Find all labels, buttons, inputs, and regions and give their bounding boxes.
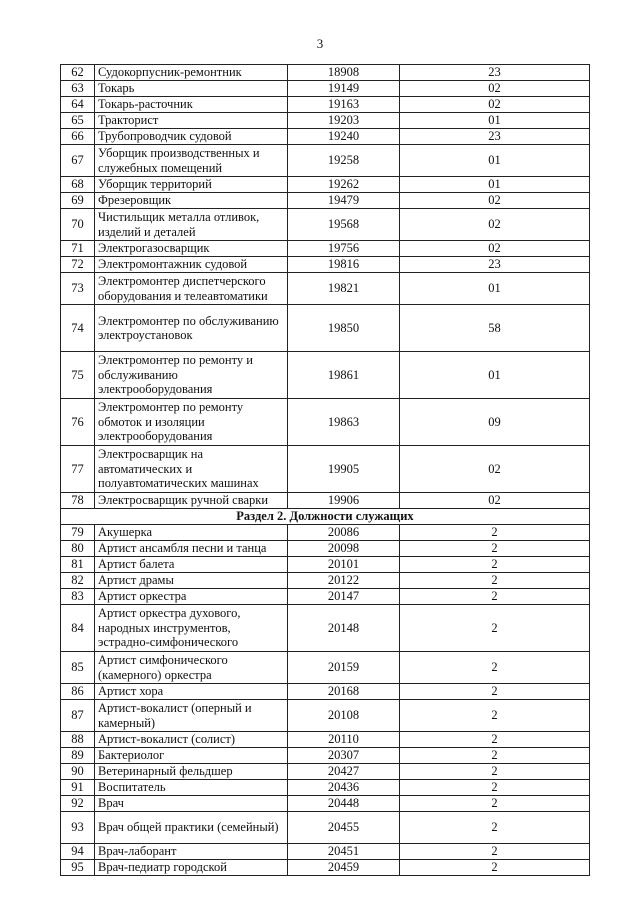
row-value: 23 <box>400 257 590 273</box>
row-number: 70 <box>61 209 95 241</box>
row-code: 19479 <box>288 193 400 209</box>
table-row <box>61 860 590 876</box>
professions-table <box>60 64 590 876</box>
row-title: Электромонтер диспетчерского оборудования и телеавтоматики <box>95 273 288 305</box>
row-number: 91 <box>61 780 95 796</box>
row-number: 76 <box>61 399 95 446</box>
row-number: 89 <box>61 748 95 764</box>
row-code: 19861 <box>288 352 400 399</box>
row-title: Артист ансамбля песни и танца <box>95 541 288 557</box>
row-code: 20148 <box>288 605 400 652</box>
row-number: 92 <box>61 796 95 812</box>
row-title: Фрезеровщик <box>95 193 288 209</box>
row-value: 2 <box>400 764 590 780</box>
row-code: 20147 <box>288 589 400 605</box>
table-row <box>61 605 590 652</box>
table-row <box>61 684 590 700</box>
row-number: 86 <box>61 684 95 700</box>
row-code: 19258 <box>288 145 400 177</box>
table-row <box>61 573 590 589</box>
table-row <box>61 557 590 573</box>
table-row <box>61 541 590 557</box>
row-number: 87 <box>61 700 95 732</box>
row-value: 2 <box>400 525 590 541</box>
row-code: 19905 <box>288 446 400 493</box>
row-value: 01 <box>400 273 590 305</box>
table-row <box>61 844 590 860</box>
table-row <box>61 129 590 145</box>
table-row <box>61 493 590 509</box>
row-value: 2 <box>400 589 590 605</box>
row-value: 09 <box>400 399 590 446</box>
row-title: Электромонтажник судовой <box>95 257 288 273</box>
row-value: 2 <box>400 700 590 732</box>
row-code: 20448 <box>288 796 400 812</box>
row-value: 2 <box>400 860 590 876</box>
row-number: 71 <box>61 241 95 257</box>
row-number: 81 <box>61 557 95 573</box>
row-number: 75 <box>61 352 95 399</box>
row-value: 02 <box>400 209 590 241</box>
row-title: Воспитатель <box>95 780 288 796</box>
table-row <box>61 796 590 812</box>
row-number: 79 <box>61 525 95 541</box>
table-row <box>61 305 590 352</box>
row-number: 64 <box>61 97 95 113</box>
row-title: Артист хора <box>95 684 288 700</box>
row-title: Трубопроводчик судовой <box>95 129 288 145</box>
row-number: 80 <box>61 541 95 557</box>
row-code: 19163 <box>288 97 400 113</box>
row-number: 90 <box>61 764 95 780</box>
table-row <box>61 589 590 605</box>
row-title: Судокорпусник-ремонтник <box>95 65 288 81</box>
row-code: 19149 <box>288 81 400 97</box>
row-code: 20168 <box>288 684 400 700</box>
row-value: 02 <box>400 81 590 97</box>
row-code: 19203 <box>288 113 400 129</box>
row-code: 20307 <box>288 748 400 764</box>
row-value: 2 <box>400 684 590 700</box>
table-row <box>61 352 590 399</box>
table-row <box>61 113 590 129</box>
row-code: 19850 <box>288 305 400 352</box>
row-title: Электросварщик ручной сварки <box>95 493 288 509</box>
row-value: 02 <box>400 446 590 493</box>
section-title: Раздел 2. Должности служащих <box>61 509 590 525</box>
row-number: 84 <box>61 605 95 652</box>
table-row <box>61 65 590 81</box>
row-number: 69 <box>61 193 95 209</box>
table-row <box>61 193 590 209</box>
row-value: 2 <box>400 573 590 589</box>
row-value: 01 <box>400 145 590 177</box>
row-value: 2 <box>400 812 590 844</box>
row-title: Электрогазосварщик <box>95 241 288 257</box>
row-code: 19821 <box>288 273 400 305</box>
row-code: 19816 <box>288 257 400 273</box>
row-code: 20436 <box>288 780 400 796</box>
row-number: 94 <box>61 844 95 860</box>
row-value: 01 <box>400 113 590 129</box>
row-value: 02 <box>400 193 590 209</box>
table-row <box>61 652 590 684</box>
table-row <box>61 764 590 780</box>
row-code: 19568 <box>288 209 400 241</box>
row-code: 20459 <box>288 860 400 876</box>
row-number: 68 <box>61 177 95 193</box>
section-header-row <box>61 509 590 525</box>
row-value: 2 <box>400 748 590 764</box>
row-code: 20086 <box>288 525 400 541</box>
table-row <box>61 780 590 796</box>
table-row <box>61 700 590 732</box>
row-title: Электромонтер по обслуживанию электроустановок <box>95 305 288 352</box>
row-title: Электромонтер по ремонту и обслуживанию электрооборудования <box>95 352 288 399</box>
row-value: 01 <box>400 177 590 193</box>
row-code: 20427 <box>288 764 400 780</box>
row-value: 2 <box>400 605 590 652</box>
row-title: Электросварщик на автоматических и полуавтоматических машинах <box>95 446 288 493</box>
row-number: 67 <box>61 145 95 177</box>
row-number: 78 <box>61 493 95 509</box>
row-title: Артист оркестра <box>95 589 288 605</box>
row-number: 82 <box>61 573 95 589</box>
row-number: 63 <box>61 81 95 97</box>
row-title: Чистильщик металла отливок, изделий и деталей <box>95 209 288 241</box>
row-code: 20101 <box>288 557 400 573</box>
row-number: 74 <box>61 305 95 352</box>
row-code: 20108 <box>288 700 400 732</box>
row-code: 19863 <box>288 399 400 446</box>
row-code: 20159 <box>288 652 400 684</box>
row-code: 20098 <box>288 541 400 557</box>
row-value: 23 <box>400 65 590 81</box>
row-code: 18908 <box>288 65 400 81</box>
row-number: 66 <box>61 129 95 145</box>
row-title: Электромонтер по ремонту обмоток и изоляции электрооборудования <box>95 399 288 446</box>
table-row <box>61 446 590 493</box>
row-value: 58 <box>400 305 590 352</box>
row-number: 88 <box>61 732 95 748</box>
row-title: Врач-лаборант <box>95 844 288 860</box>
row-title: Ветеринарный фельдшер <box>95 764 288 780</box>
row-title: Акушерка <box>95 525 288 541</box>
table-row <box>61 209 590 241</box>
table-row <box>61 273 590 305</box>
row-code: 20122 <box>288 573 400 589</box>
row-code: 19906 <box>288 493 400 509</box>
table-row <box>61 399 590 446</box>
row-title: Тракторист <box>95 113 288 129</box>
row-value: 2 <box>400 732 590 748</box>
row-title: Врач-педиатр городской <box>95 860 288 876</box>
table-row <box>61 145 590 177</box>
row-number: 93 <box>61 812 95 844</box>
row-value: 02 <box>400 493 590 509</box>
row-title: Уборщик территорий <box>95 177 288 193</box>
row-value: 2 <box>400 557 590 573</box>
table-row <box>61 97 590 113</box>
row-number: 62 <box>61 65 95 81</box>
table-row <box>61 732 590 748</box>
row-title: Бактериолог <box>95 748 288 764</box>
row-value: 23 <box>400 129 590 145</box>
row-number: 65 <box>61 113 95 129</box>
row-code: 19756 <box>288 241 400 257</box>
table-row <box>61 177 590 193</box>
table-row <box>61 81 590 97</box>
row-code: 20455 <box>288 812 400 844</box>
row-value: 02 <box>400 97 590 113</box>
row-value: 02 <box>400 241 590 257</box>
row-value: 2 <box>400 796 590 812</box>
row-title: Артист балета <box>95 557 288 573</box>
table-row <box>61 812 590 844</box>
row-number: 72 <box>61 257 95 273</box>
row-value: 2 <box>400 652 590 684</box>
row-number: 95 <box>61 860 95 876</box>
row-value: 01 <box>400 352 590 399</box>
row-title: Врач общей практики (семейный) <box>95 812 288 844</box>
row-title: Токарь <box>95 81 288 97</box>
row-title: Уборщик производственных и служебных помещений <box>95 145 288 177</box>
table-row <box>61 257 590 273</box>
table-row <box>61 525 590 541</box>
row-code: 19262 <box>288 177 400 193</box>
row-value: 2 <box>400 780 590 796</box>
row-title: Токарь-расточник <box>95 97 288 113</box>
row-title: Артист-вокалист (оперный и камерный) <box>95 700 288 732</box>
row-value: 2 <box>400 541 590 557</box>
row-title: Артист симфонического (камерного) оркестра <box>95 652 288 684</box>
row-code: 19240 <box>288 129 400 145</box>
row-title: Артист оркестра духового, народных инструментов, эстрадно-симфонического <box>95 605 288 652</box>
row-title: Врач <box>95 796 288 812</box>
row-value: 2 <box>400 844 590 860</box>
row-number: 85 <box>61 652 95 684</box>
row-number: 77 <box>61 446 95 493</box>
page-number: 3 <box>316 36 324 51</box>
table-row <box>61 748 590 764</box>
row-number: 83 <box>61 589 95 605</box>
table-row <box>61 241 590 257</box>
row-number: 73 <box>61 273 95 305</box>
row-code: 20451 <box>288 844 400 860</box>
row-title: Артист-вокалист (солист) <box>95 732 288 748</box>
row-code: 20110 <box>288 732 400 748</box>
row-title: Артист драмы <box>95 573 288 589</box>
